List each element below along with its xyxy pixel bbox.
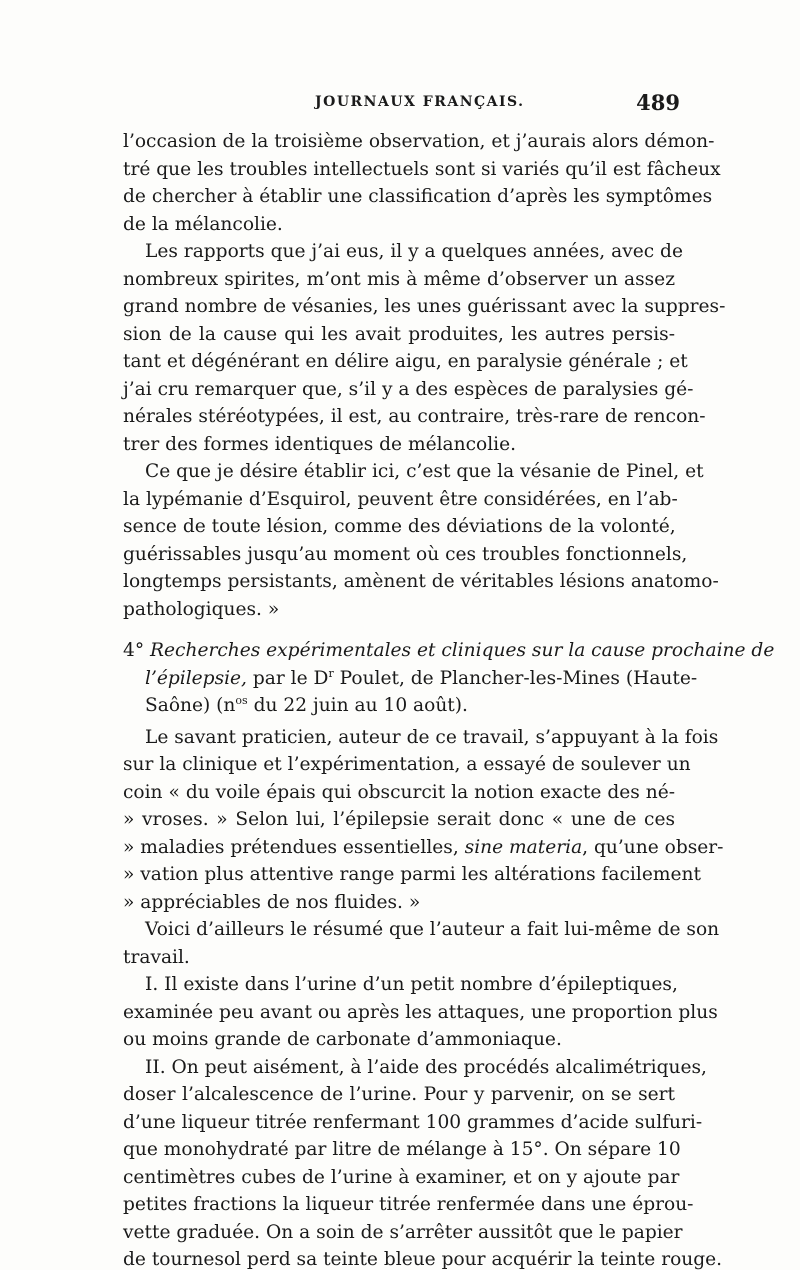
text-line: de la mélancolie. [123,213,283,235]
text-line: d’une liqueur titrée renfermant 100 grammes d’acide sulfuri- [123,1111,703,1133]
page-header [123,92,680,122]
text-line: » vation plus attentive range parmi les altérations facilement [123,864,701,885]
text-line: l’occasion de la troisième observation, et j’aurais alors démon- [123,131,715,152]
text-line: sion de la cause qui les avait produites, les autres persis- [123,323,675,345]
author-name: Poulet, de Plancher-les-Mines (Haute- [333,667,698,689]
text-line: tant et dégénérant en délire aigu, en paralysie générale ; et [123,351,688,372]
text-line: j’ai cru remarquer que, s’il y a des espèces de paralysies gé- [123,378,694,400]
section-heading-line [123,665,698,693]
section-gap [123,623,675,637]
text-line: » vroses. » Selon lui, l’épilepsie serait donc « une de ces [123,809,675,830]
section-title-cont: l’épilepsie, [145,667,247,689]
section-heading-line [123,692,675,720]
text-line [123,834,724,862]
text-line: sur la clinique et l’expérimentation, a essayé de soulever un [123,754,691,775]
text-line: grand nombre de vésanies, les unes guérissant avec la suppres- [123,296,726,317]
text-line: guérissables jusqu’au moment où ces troubles fonctionnels, [123,543,688,565]
text-line: longtemps persistants, amènent de véritables lésions anatomo- [123,571,719,592]
text-line: travail. [123,946,190,968]
section-title: Recherches expérimentales et cliniques sur la cause prochaine de [150,640,775,661]
text-line: examinée peu avant ou après les attaques, une proportion plus [123,1001,718,1023]
text-line: trer des formes identiques de mélancolie. [123,433,517,455]
text-line: doser l’alcalescence de l’urine. Pour y parvenir, on se sert [123,1084,675,1105]
running-head: JOURNAUX FRANÇAIS. [315,94,525,110]
text-line: centimètres cubes de l’urine à examiner, et on y ajoute par [123,1166,680,1188]
page-body [123,128,775,1274]
latin-phrase: sine materia [464,836,583,858]
text-line: nérales stéréotypées, il est, au contraire, très-rare de rencon- [123,406,706,427]
section-number: 4° [123,640,151,661]
text-segment: , qu’une obser- [582,836,724,858]
text-line: de tournesol perd sa teinte bleue pour acquérir la teinte rouge. [123,1249,723,1270]
text-line: vette graduée. On a soin de s’arrêter aussitôt que le papier [123,1221,683,1243]
text-segment: » maladies prétendues essentielles, [123,836,465,858]
text-line: tré que les troubles intellectuels sont si variés qu’il est fâcheux [123,158,721,180]
text-line: Ce que je désire établir ici, c’est que la vésanie de Pinel, et [145,461,704,482]
section-heading-line [123,637,775,665]
text-line: de chercher à établir une classification d’après les symptômes [123,186,713,207]
superscript: os [235,693,248,707]
author-prefix: par le D [246,667,329,689]
text-line: Voici d’ailleurs le résumé que l’auteur a fait lui-même de son [145,919,720,940]
text-line: pathologiques. » [123,598,280,620]
text-line: petites fractions la liqueur titrée renfermée dans une éprou- [123,1194,694,1215]
text-line: Les rapports que j’ai eus, il y a quelques années, avec de [145,241,683,262]
text-line: II. On peut aisément, à l’aide des procédés alcalimétriques, [145,1056,707,1078]
text-line: sence de toute lésion, comme des déviations de la volonté, [123,516,676,537]
superscript: r [328,666,334,680]
text-line: » appréciables de nos fluides. » [123,891,421,913]
text-line: que monohydraté par litre de mélange à 15°. On sépare 10 [123,1139,681,1160]
text-line: ou moins grande de carbonate d’ammoniaque. [123,1029,562,1050]
source-dates: du 22 juin au 10 août). [247,695,468,716]
text-line: coin « du voile épais qui obscurcit la notion exacte des né- [123,781,675,803]
page-number: 489 [636,90,680,115]
text-line: Le savant praticien, auteur de ce travail, s’appuyant à la fois [145,726,719,748]
source-ref: Saône) (n [145,695,236,716]
text-line: la lypémanie d’Esquirol, peuvent être considérées, en l’ab- [123,488,678,510]
text-line: nombreux spirites, m’ont mis à même d’observer un assez [123,268,675,290]
text-line: I. Il existe dans l’urine d’un petit nombre d’épileptiques, [145,974,678,995]
